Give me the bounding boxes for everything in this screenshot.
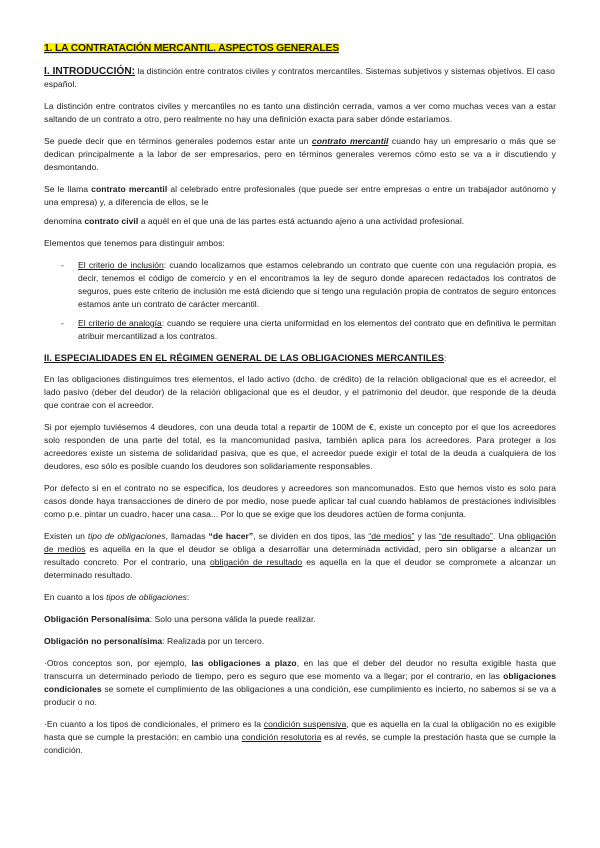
term-contrato-civil: contrato civil xyxy=(84,216,139,226)
p13-c: , en las que el deber del deudor no resulta exigible hasta que transcurra un determinado periodo de tiempo, pero es seguro que ese momento va a llegar; por el contrario, en las xyxy=(44,658,557,681)
p2-text-a: Se puede decir que en términos generales podemos estar ante un xyxy=(44,136,312,146)
p9-tipo-obligaciones: tipo de obligaciones xyxy=(87,531,166,541)
p11-text: : Solo una persona válida la puede realizar. xyxy=(149,614,316,624)
term-obligaciones-plazo: las obligaciones a plazo xyxy=(191,658,297,668)
paragraph-9 xyxy=(44,530,556,582)
list-dash: - xyxy=(61,318,64,328)
p13-a: ·Otros conceptos son, por ejemplo, xyxy=(44,658,192,668)
term-condicion-resolutoria: condición resolutoria xyxy=(241,732,322,742)
p9-de-resultado: “de resultado” xyxy=(438,531,493,541)
criterio-inclusion-text: : cuando localizamos que estamos celebrando un contrato que cuente con una regulación propia, es decir, tenemos el código de comercio y en el encontramos la ley de seguro donde aparecen redactados los contratos de seguros, pues este criterio de inclusión me está diciendo que si tengo una regulación propia de contratos de seguro entonces estamos ante un contrato de carácter mercantil. xyxy=(78,260,556,309)
term-contrato-mercantil-2: contrato mercantil xyxy=(91,184,168,194)
p9-a: Existen un xyxy=(44,531,88,541)
section-2-colon: : xyxy=(443,353,447,363)
paragraph-2 xyxy=(44,135,556,174)
p9-m: es aquella en la que el deudor se compromete a alcanzar un determinado resultado. xyxy=(44,557,556,580)
list-dash: - xyxy=(61,260,64,270)
intro-heading: I. INTRODUCCIÓN: xyxy=(44,66,136,77)
paragraph-14 xyxy=(44,718,556,757)
criteria-list xyxy=(44,259,556,343)
criterio-analogia-label: El criterio de analogía xyxy=(78,318,162,328)
document-title xyxy=(44,43,556,54)
p9-c: , llamadas xyxy=(165,531,209,541)
p12-text: : Realizada por un tercero. xyxy=(162,636,265,646)
p10-c: : xyxy=(186,592,190,602)
criterio-inclusion-label: El criterio de inclusión xyxy=(78,260,164,270)
paragraph-1: La distinción entre contratos civiles y mercantiles no es tanto una distinción cerrada, vamos a ver como muchas veces van a estar saltando de un contrato a otro, pero realmente no hay una definición exacta para saber dónde estaríamos. xyxy=(44,101,556,124)
paragraph-4 xyxy=(44,215,556,228)
paragraph-3 xyxy=(44,183,556,209)
paragraph-10 xyxy=(44,591,556,604)
paragraph-7: Si por ejemplo tuviésemos 4 deudores, con una deuda total a repartir de 100M de €, existe un concepto por el que los acreedores solo responden de una parte del total, es la mancomunidad pasiva, también aplica para los acreedores. Para proteger a los acreedores existe un sistema de solidaridad pasiva, que es que, el acreedor puede exigir el total de la deuda a cualquiera de los deudores, eso sólo es posible cuando los deudores son solidariamente responsables. xyxy=(44,422,556,471)
p9-obligacion-medios: obligación de medios xyxy=(44,531,557,554)
p9-de-hacer: “de hacer” xyxy=(208,531,254,541)
intro-text: la distinción entre contratos civiles y contratos mercantiles. Sistemas subjetivos y sistemas objetivos. El caso español. xyxy=(44,66,555,89)
term-obligacion-personalisima: Obligación Personalísima xyxy=(44,614,150,624)
list-item xyxy=(61,259,556,311)
p14-c: , que es aquella en la cual la obligación no es exigible hasta que se cumple la prestación; en cambio una xyxy=(44,719,556,742)
p9-de-medios: “de medios” xyxy=(368,531,415,541)
term-obligaciones-condicionales: obligaciones condicionales xyxy=(44,671,556,694)
criterio-analogia-text: : cuando se requiere una cierta uniformidad en los elementos del contrato que en definitiva le permitan atribuir mercantilizad a los contratos. xyxy=(78,318,557,341)
section-2-heading: II. ESPECIALIDADES EN EL RÉGIMEN GENERAL DE LAS OBLIGACIONES MERCANTILES xyxy=(44,353,444,363)
p9-i: . Una xyxy=(492,531,518,541)
p10-a: En cuanto a los xyxy=(44,592,107,602)
section-2-heading-line xyxy=(44,352,556,365)
intro-paragraph xyxy=(44,65,556,91)
p3-text-b: al celebrado entre profesionales (que puede ser entre empresas o entre un trabajador autónomo y una empresa) y, a diferencia de ellos, se le xyxy=(44,184,557,207)
p10-tipos-obligaciones: tipos de obligaciones xyxy=(106,592,187,602)
title-text: 1. LA CONTRATACIÓN MERCANTIL. ASPECTOS GENERALES xyxy=(44,43,340,54)
paragraph-5: Elementos que tenemos para distinguir ambos: xyxy=(44,238,225,248)
p3-text-a: Se le llama xyxy=(44,184,92,194)
p14-a: ·En cuanto a los tipos de condicionales, el primero es la xyxy=(44,719,264,729)
p9-e: , se dividen en dos tipos, las xyxy=(253,531,369,541)
list-item xyxy=(61,317,557,343)
term-condicion-suspensiva: condición suspensiva xyxy=(263,719,347,729)
p4-text-a: denomina xyxy=(44,216,85,226)
p13-e: se somete el cumplimiento de las obligaciones a una condición, ese cumplimiento es incierto, no sabemos si se va a producir o no. xyxy=(44,684,556,707)
p14-e: es al revés, se cumple la prestación hasta que se cumple la condición. xyxy=(44,732,556,755)
p2-text-b: cuando hay un empresario o más que se dedican principalmente a la labor de ser empresarios, pero en términos generales veremos cómo esto se va a ir discutiendo y desmontando. xyxy=(44,136,556,172)
p9-k: es aquella en la que el deudor se obliga a desarrollar una determinada actividad, pero sin obligarse a alcanzar un resultado concreto. Por el contrario, una xyxy=(44,544,556,567)
p4-text-b: a aquél en el que una de las partes está actuando ajeno a una actividad profesional. xyxy=(138,216,465,226)
term-contrato-mercantil-1: contrato mercantil xyxy=(311,136,389,146)
paragraph-8: Por defecto si en el contrato no se especifica, los deudores y acreedores son mancomunados. Esto que hemos visto es solo para casos donde haya transacciones de dinero de por medio, nose puede aplicar tal cual cuando hablamos de prestaciones indivisibles como p.e. pintar un cuadro, hacer una casa... Por lo que se exige que los deudores actúen de forma conjunta. xyxy=(44,483,556,519)
term-obligacion-no-personalisima: Obligación no personalísima xyxy=(44,636,163,646)
paragraph-6: En las obligaciones distinguimos tres elementos, el lado activo (dcho. de crédito) de la relación obligacional que es el acreedor, el lado pasivo (deber del deudor) de la relación obligacional que es el deudor, y el patrimonio del deudor, que responde de la deuda que contrae con el acreedor. xyxy=(44,374,556,410)
p9-g: y las xyxy=(414,531,439,541)
paragraph-11 xyxy=(44,613,556,626)
p9-obligacion-resultado: obligación de resultado xyxy=(209,557,303,567)
paragraph-12 xyxy=(44,635,556,648)
paragraph-13 xyxy=(44,657,556,709)
